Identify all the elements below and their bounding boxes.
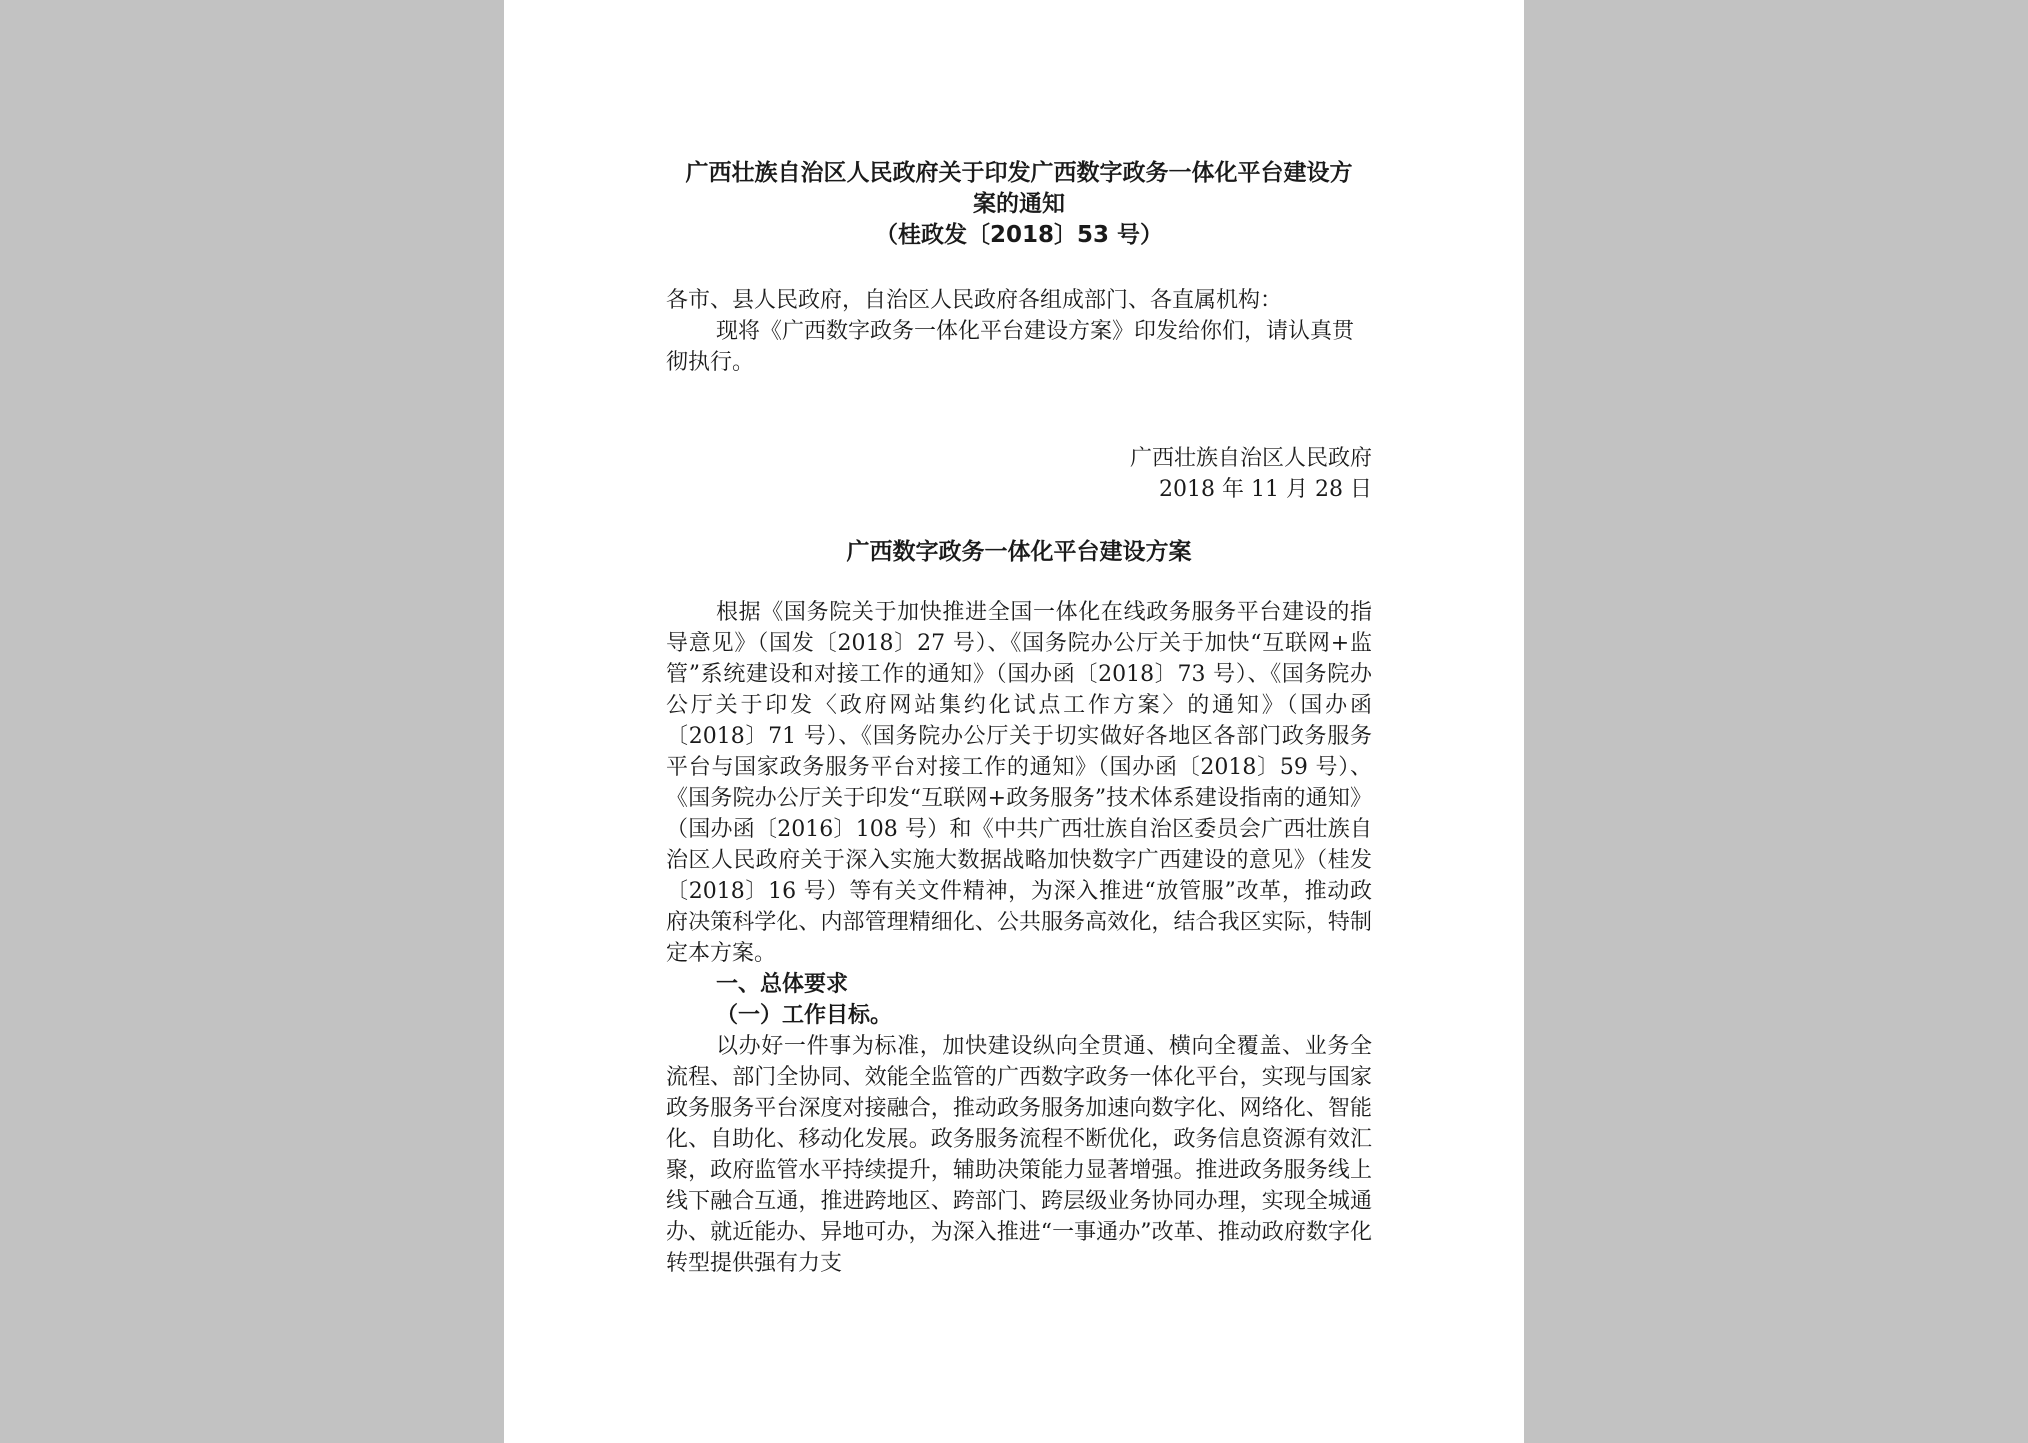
intro-paragraph: 现将《广西数字政务一体化平台建设方案》印发给你们，请认真贯彻执行。 <box>666 319 1355 375</box>
basis-paragraph: 根据《国务院关于加快推进全国一体化在线政务服务平台建设的指导意见》（国发〔2018〕27 号）、《国务院办公厅关于加快“互联网+监管”系统建设和对接工作的通知》（国办函〔2018〕73 号）、《国务院办公厅关于印发〈政府网站集约化试点工作方案〉的通知》（国办函〔2018〕71 号）、《国务院办公厅关于切实做好各地区各部门政务服务平台与国家政务服务平台对接工作的通知》（国办函〔2018〕59 号）、《国务院办公厅关于印发“互联网+政务服务”技术体系建设指南的通知》（国办函〔2016〕108 号）和《中共广西壮族自治区委员会广西壮族自治区人民政府关于深入实施大数据战略加快数字广西建设的意见》（桂发〔2018〕16 号）等有关文件精神，为深入推进“放管服”改革，推动政府决策科学化、内部管理精细化、公共服务高效化，结合我区实际，特制定本方案。 <box>666 600 1372 966</box>
subsection1-heading: （一）工作目标。 <box>716 1003 893 1028</box>
notice-title-line2: 案的通知 <box>973 191 1065 217</box>
signature-block <box>666 443 1372 505</box>
addressee: 各市、县人民政府，自治区人民政府各组成部门、各直属机构： <box>666 288 1283 313</box>
doc-number: （桂政发〔2018〕53 号） <box>874 222 1164 248</box>
signature-org: 广西壮族自治区人民政府 <box>1129 446 1372 471</box>
notice-title <box>666 158 1372 251</box>
notice-title-line1: 广西壮族自治区人民政府关于印发广西数字政务一体化平台建设方 <box>685 160 1353 186</box>
document-page <box>504 0 1524 1443</box>
plan-title: 广西数字政务一体化平台建设方案 <box>846 539 1192 565</box>
plan-body <box>666 597 1372 1279</box>
notice-body <box>666 285 1372 378</box>
section1-heading: 一、总体要求 <box>716 972 849 997</box>
signature-date: 2018 年 11 月 28 日 <box>1159 477 1372 502</box>
goal-paragraph: 以办好一件事为标准，加快建设纵向全贯通、横向全覆盖、业务全流程、部门全协同、效能全监管的广西数字政务一体化平台，实现与国家政务服务平台深度对接融合，推动政务服务加速向数字化、网络化、智能化、自助化、移动化发展。政务服务流程不断优化，政务信息资源有效汇聚，政府监管水平持续提升，辅助决策能力显著增强。推进政务服务线上线下融合互通，推进跨地区、跨部门、跨层级业务协同办理，实现全城通办、就近能办、异地可办，为深入推进“一事通办”改革、推动政府数字化转型提供强有力支 <box>666 1034 1372 1276</box>
